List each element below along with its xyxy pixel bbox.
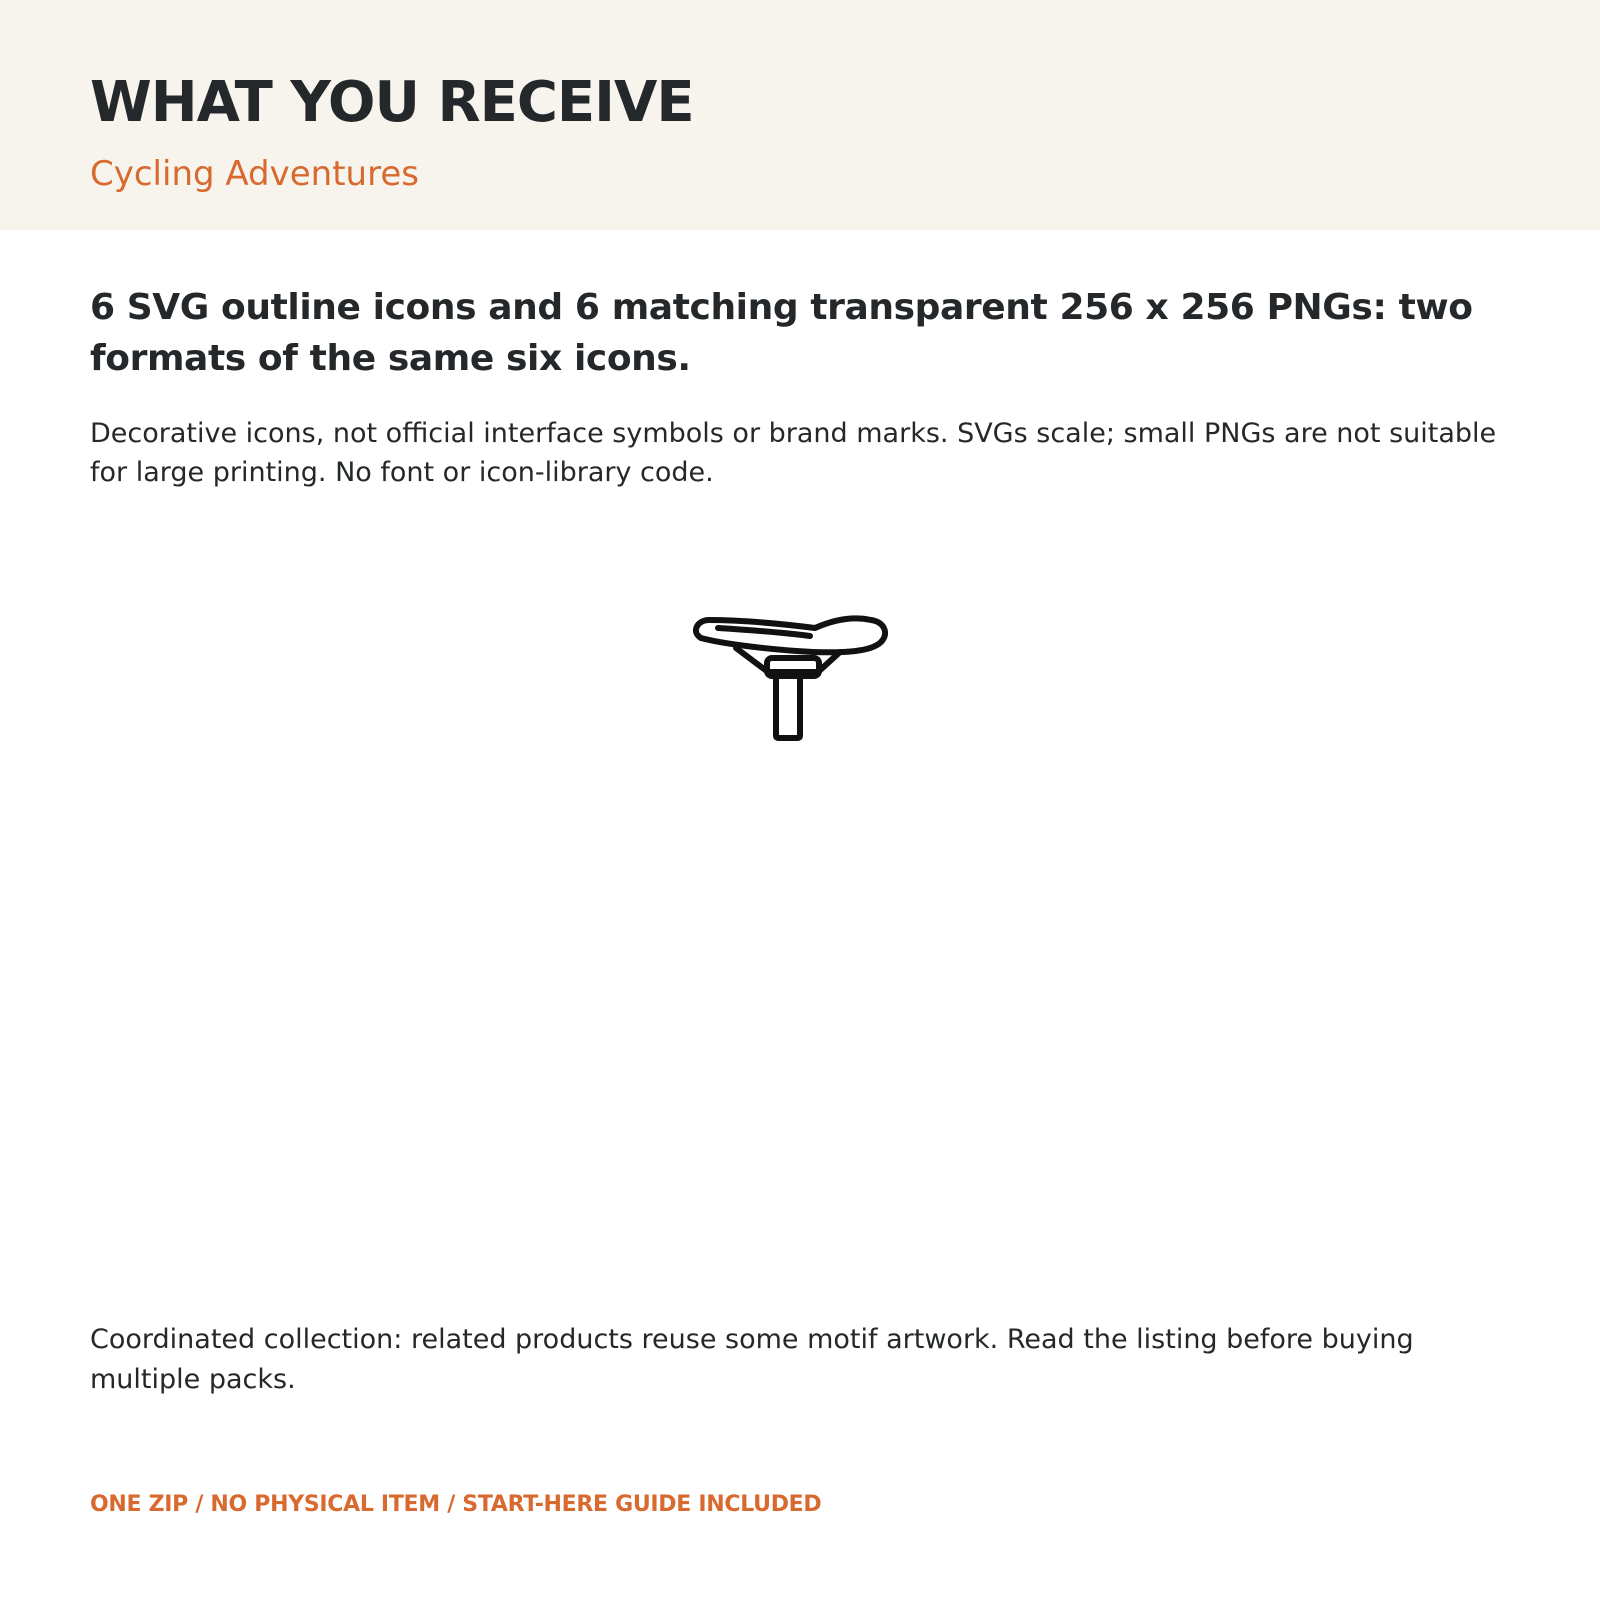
header-banner <box>0 0 1600 230</box>
contents-description: Decorative icons, not official interface symbols or brand marks. SVGs scale; small PNGs are not suitable for large printing. No font or icon-library code. <box>90 418 1497 488</box>
delivery-info: ONE ZIP / NO PHYSICAL ITEM / START-HERE GUIDE INCLUDED <box>90 1492 822 1517</box>
contents-headline: 6 SVG outline icons and 6 matching transparent 256 x 256 PNGs: two formats of the same six icons. <box>90 287 1473 379</box>
page-title: WHAT YOU RECEIVE <box>90 70 694 135</box>
collection-subtitle: Cycling Adventures <box>90 154 419 194</box>
bicycle-saddle-icon <box>690 612 910 762</box>
collection-note: Coordinated collection: related products reuse some motif artwork. Read the listing before buying multiple packs. <box>90 1324 1414 1395</box>
